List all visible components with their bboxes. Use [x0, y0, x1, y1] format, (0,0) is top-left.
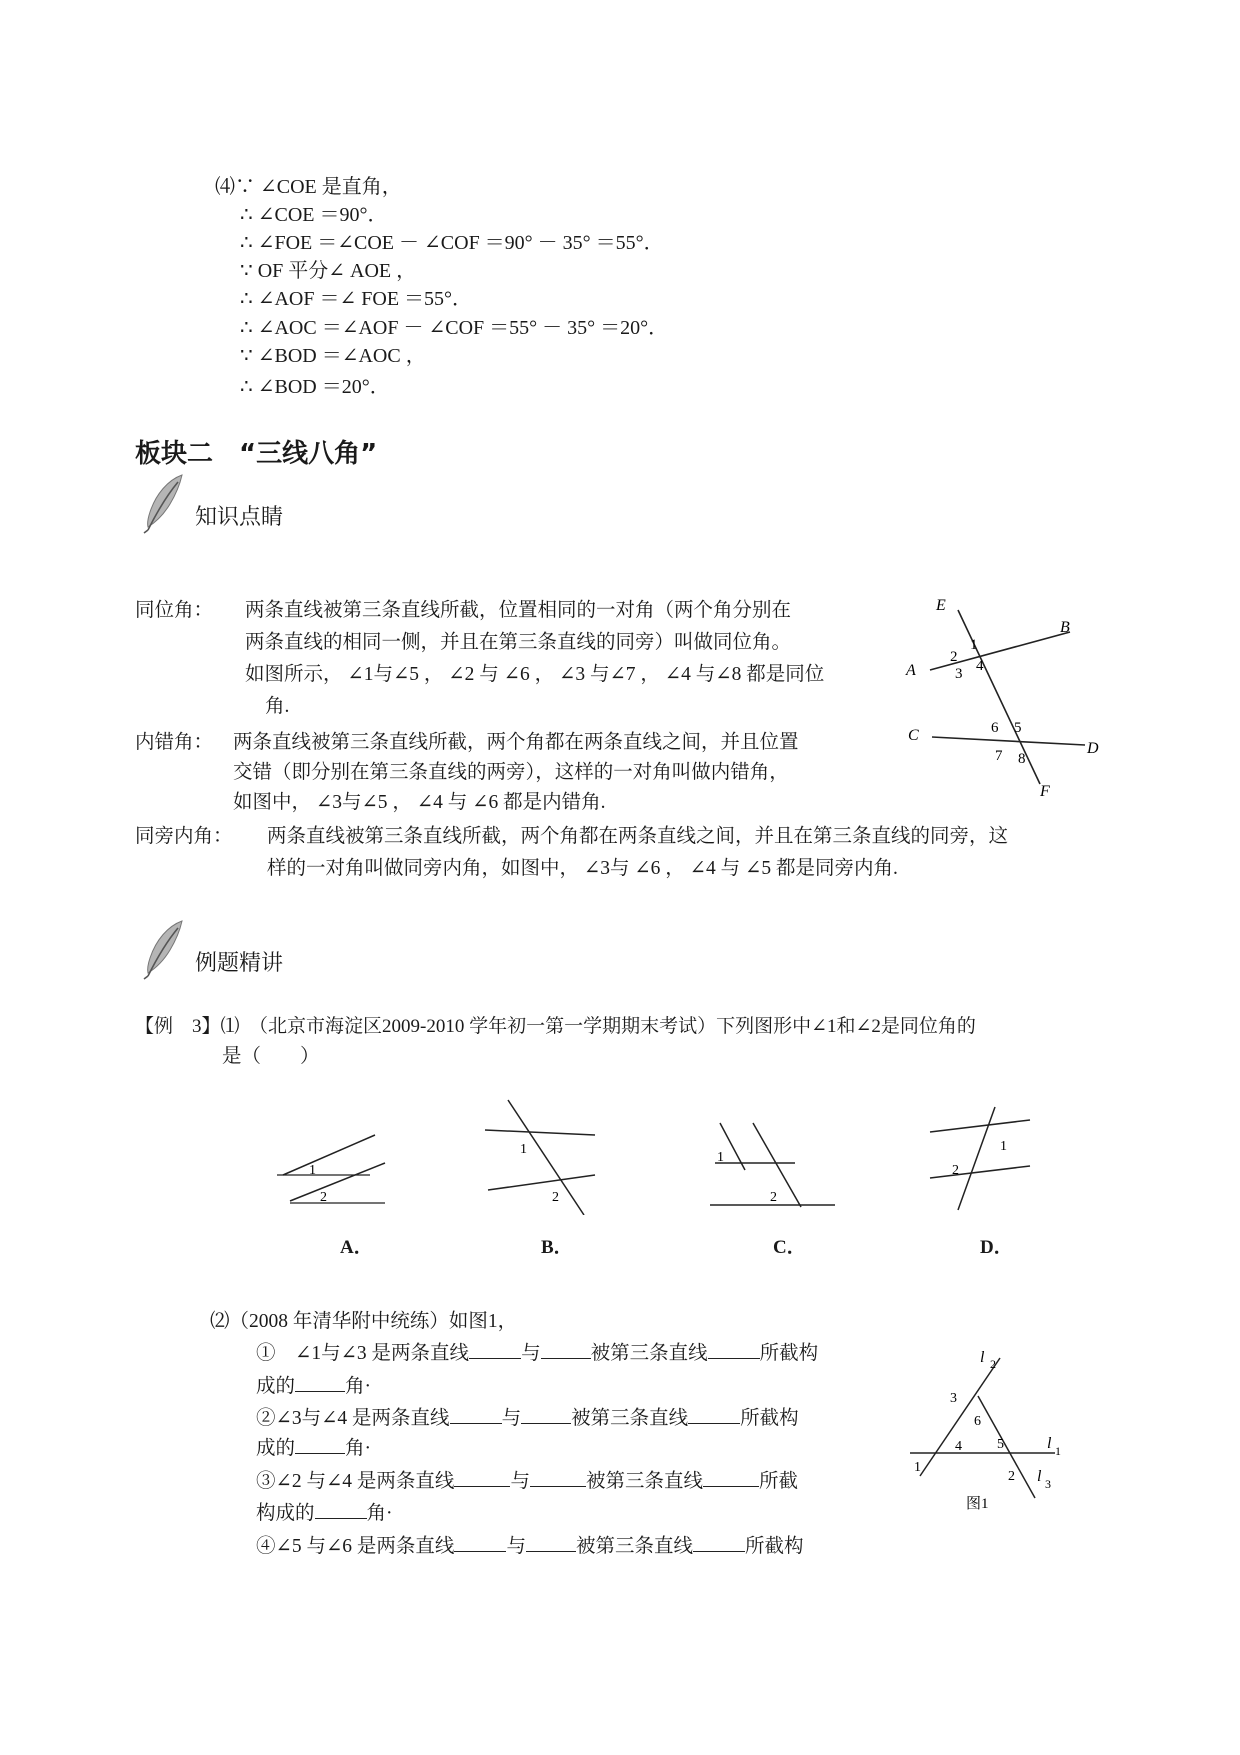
label-B: B — [1060, 619, 1070, 636]
neicuo-text-1: 两条直线被第三条直线所截，两个角都在两条直线之间，并且位置 — [233, 732, 799, 753]
angle-4: 4 — [976, 658, 984, 674]
angle-5: 5 — [1014, 720, 1022, 736]
tongpang-text-2: 样的一对角叫做同旁内角，如图中， ∠3与 ∠6 ， ∠4 与 ∠5 都是同旁内角. — [267, 858, 898, 879]
label-C: C — [908, 727, 919, 744]
proof-line-3: ∴ ∠FOE ＝∠COE － ∠COF ＝90° － 35° ＝55°． — [240, 232, 664, 254]
option-b-label: B． — [541, 1237, 573, 1258]
figure-1 — [900, 1348, 1100, 1528]
angle-1: 1 — [970, 637, 978, 653]
neicuo-label: 内错角： — [135, 732, 214, 753]
part2-intro: ⑵（2008 年清华附中统练）如图1， — [210, 1311, 518, 1332]
option-a-figure — [275, 1125, 395, 1210]
proof-line-4: ∵ OF 平分∠ AOE ， — [240, 260, 417, 282]
answer-blank[interactable] — [526, 1533, 576, 1552]
label-A: A — [906, 662, 916, 679]
neicuo-text-2: 交错（即分别在第三条直线的两旁），这样的一对角叫做内错角， — [233, 762, 789, 783]
angle-3: 3 — [950, 1391, 957, 1406]
tongwei-label: 同位角： — [135, 600, 214, 621]
examples-heading: 例题精讲 — [195, 951, 284, 976]
angle-4: 4 — [955, 1439, 962, 1454]
proof-line-5: ∴ ∠AOF ＝∠ FOE ＝55°． — [240, 288, 473, 310]
answer-blank[interactable] — [454, 1468, 510, 1487]
tongwei-text-2: 两条直线的相同一侧，并且在第三条直线的同旁）叫做同位角。 — [245, 632, 792, 653]
question-3-cont: 构成的 角· — [256, 1500, 393, 1528]
mark-1: 1 — [520, 1142, 527, 1157]
option-c-figure — [695, 1115, 840, 1215]
option-c-label: C． — [773, 1237, 806, 1258]
mark-1: 1 — [717, 1150, 724, 1165]
feather-icon — [138, 472, 188, 534]
angle-7: 7 — [995, 748, 1003, 764]
tongpang-text-1: 两条直线被第三条直线所截，两个角都在两条直线之间，并且在第三条直线的同旁，这 — [267, 826, 1009, 847]
label-E: E — [936, 597, 946, 614]
question-4: ④∠5 与∠6 是两条直线 与 被第三条直线 所截构 — [256, 1533, 803, 1561]
three-lines-figure — [890, 590, 1140, 810]
angle-2: 2 — [950, 649, 958, 665]
answer-blank[interactable] — [315, 1500, 367, 1519]
line-l3-subscript: 3 — [1045, 1477, 1051, 1491]
line-l1-subscript: 1 — [1055, 1444, 1061, 1458]
question-1-cont: 成的 角· — [256, 1373, 371, 1401]
line-l2-subscript: 2 — [990, 1357, 996, 1371]
answer-blank[interactable] — [703, 1468, 759, 1487]
example3-line-2: 是（ ） — [222, 1046, 320, 1067]
mark-1: 1 — [309, 1163, 316, 1178]
mark-2: 2 — [320, 1190, 327, 1205]
angle-6: 6 — [974, 1414, 981, 1429]
feather-icon — [138, 918, 188, 980]
tongwei-text-3: 如图所示， ∠1与∠5 ， ∠2 与 ∠6 ， ∠3 与∠7 ， ∠4 与∠8 都是同位 — [245, 664, 825, 685]
answer-blank[interactable] — [541, 1340, 591, 1359]
answer-blank[interactable] — [688, 1405, 740, 1424]
proof-line-7: ∵ ∠BOD ＝∠AOC ， — [240, 345, 426, 367]
mark-1: 1 — [1000, 1139, 1007, 1154]
line-l2-label: l — [980, 1349, 985, 1366]
label-D: D — [1087, 740, 1099, 757]
angle-1: 1 — [914, 1460, 921, 1475]
angle-3: 3 — [955, 666, 963, 682]
question-1: ① ∠1与∠3 是两条直线 与 被第三条直线 所截构 — [256, 1340, 818, 1368]
line-l1-label: l — [1047, 1435, 1052, 1452]
option-b-figure — [480, 1095, 600, 1215]
option-d-label: D． — [980, 1237, 1013, 1258]
option-a-label: A． — [340, 1237, 373, 1258]
angle-2: 2 — [1008, 1469, 1015, 1484]
label-F: F — [1040, 783, 1050, 800]
angle-8: 8 — [1018, 751, 1026, 767]
neicuo-text-3: 如图中， ∠3与∠5 ， ∠4 与 ∠6 都是内错角. — [233, 792, 606, 813]
proof-line-2: ∴ ∠COE ＝90°． — [240, 204, 388, 226]
mark-2: 2 — [552, 1190, 559, 1205]
option-d-figure — [920, 1102, 1040, 1212]
tongwei-text-1: 两条直线被第三条直线所截，位置相同的一对角（两个角分别在 — [245, 600, 792, 621]
answer-blank[interactable] — [530, 1468, 586, 1487]
line-l3-label: l — [1037, 1468, 1042, 1485]
proof-line-6: ∴ ∠AOC ＝∠AOF － ∠COF ＝55° － 35° ＝20°． — [240, 317, 669, 339]
proof-line-1: ⑷∵ ∠COE 是直角， — [215, 176, 402, 198]
section-title: 板块二 “三线八角” — [135, 439, 378, 469]
mark-2: 2 — [952, 1163, 959, 1178]
answer-blank[interactable] — [454, 1533, 506, 1552]
proof-line-8: ∴ ∠BOD ＝20°． — [240, 376, 390, 398]
knowledge-heading: 知识点睛 — [195, 505, 284, 530]
mark-2: 2 — [770, 1190, 777, 1205]
tongwei-text-4: 角. — [265, 696, 290, 717]
answer-blank[interactable] — [295, 1435, 345, 1454]
question-3: ③∠2 与∠4 是两条直线 与 被第三条直线 所截 — [256, 1468, 798, 1496]
angle-5: 5 — [997, 1437, 1004, 1452]
answer-blank[interactable] — [469, 1340, 521, 1359]
angle-6: 6 — [991, 720, 999, 736]
question-2-cont: 成的 角· — [256, 1435, 371, 1463]
answer-blank[interactable] — [521, 1405, 571, 1424]
answer-blank[interactable] — [295, 1373, 345, 1392]
question-2: ②∠3与∠4 是两条直线 与 被第三条直线 所截构 — [256, 1405, 799, 1433]
answer-blank[interactable] — [693, 1533, 745, 1552]
answer-blank[interactable] — [450, 1405, 502, 1424]
answer-blank[interactable] — [708, 1340, 760, 1359]
tongpang-label: 同旁内角： — [135, 826, 233, 847]
example3-line-1: 【例 3】⑴ （北京市海淀区2009-2010 学年初一第一学期期末考试）下列图形中∠1和∠2是同位角的 — [135, 1016, 976, 1037]
figure-caption: 图1 — [966, 1496, 989, 1512]
